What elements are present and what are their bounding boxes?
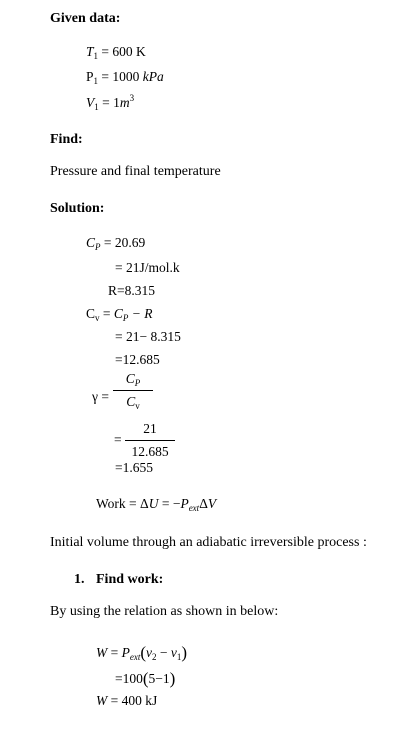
gamma-step-eq: =: [114, 432, 122, 447]
gamma-numerator: $C_P$: [125, 371, 141, 388]
cp-rounded: = 21J/mol.k: [115, 260, 180, 275]
cv-step2: =12.685: [115, 352, 160, 367]
gamma-step-numerator: 21: [143, 421, 157, 436]
find-text: Pressure and final temperature: [50, 164, 221, 179]
w-result: W = 400 kJ: [96, 693, 158, 708]
cv-line: $C_v = C_P - R$: [86, 306, 153, 323]
gamma-step-fraction: [125, 422, 175, 458]
list-item-number: 1.: [74, 572, 85, 587]
process-intro: Initial volume through an adiabatic irreversible process :: [50, 535, 367, 550]
gamma-fraction: [113, 371, 153, 411]
given-t1: $T_1 = 600$ K: [86, 44, 146, 61]
cv-step1: = 21− 8.315: [115, 329, 181, 344]
find-heading: Find:: [50, 132, 83, 147]
work-equation: Work = $\Delta U = -P_{ext}\Delta V$: [96, 496, 217, 513]
gamma-denominator: $C_v$: [126, 393, 140, 411]
cp-line: $C_P = 20.69$: [86, 235, 146, 252]
solution-heading: Solution:: [50, 201, 105, 216]
list-item-label: Find work:: [96, 572, 164, 587]
given-heading: Given data:: [50, 11, 121, 26]
given-p1: $P_1 = 1000$ kPa: [86, 69, 164, 86]
gamma-result: =1.655: [115, 460, 153, 475]
w-equation: $W = P_{ext}(v_2 - v_1)$: [96, 643, 188, 662]
gamma-step-denominator: 12.685: [131, 443, 169, 459]
r-line: R=8.315: [108, 283, 155, 298]
gamma-step-bar: [125, 440, 175, 441]
gamma-fraction-bar: [113, 390, 153, 391]
w-step1: =100(5−1): [115, 669, 176, 688]
gamma-label: γ =: [92, 389, 109, 404]
given-v1: $V_1 = 1m^3$: [86, 93, 135, 112]
relation-text: By using the relation as shown in below:: [50, 604, 279, 619]
